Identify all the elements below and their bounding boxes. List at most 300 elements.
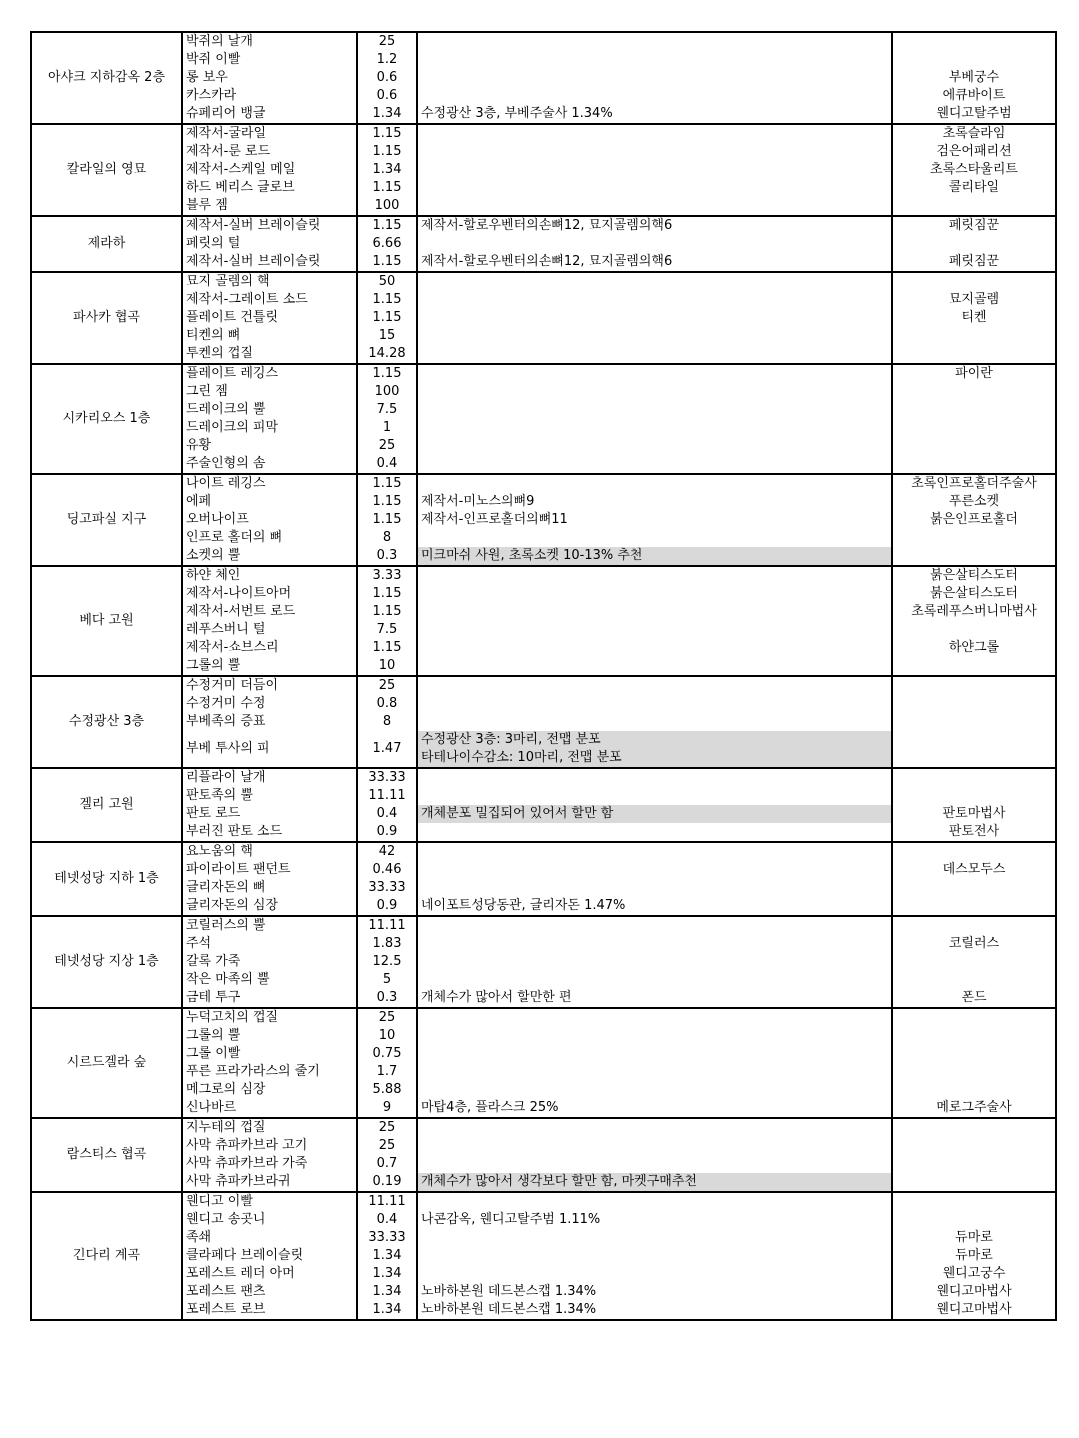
rate-cell: 42 xyxy=(357,842,417,861)
note-cell xyxy=(417,419,892,437)
table-row xyxy=(31,1247,1056,1265)
table-row xyxy=(31,309,1056,327)
monster-cell xyxy=(892,657,1056,676)
rate-cell: 25 xyxy=(357,676,417,695)
table-row xyxy=(31,437,1056,455)
rate-cell: 1.2 xyxy=(357,51,417,69)
monster-cell xyxy=(892,1045,1056,1063)
item-cell: 누덕고치의 껍질 xyxy=(182,1008,357,1027)
note-cell xyxy=(417,1008,892,1027)
monster-cell xyxy=(892,916,1056,935)
note-cell xyxy=(417,364,892,383)
monster-cell: 묘지골렘 xyxy=(892,291,1056,309)
item-cell: 주술인형의 솜 xyxy=(182,455,357,474)
note-cell: 수정광산 3층, 부베주술사 1.34% xyxy=(417,105,892,124)
note-cell xyxy=(417,197,892,216)
note-cell xyxy=(417,585,892,603)
region-cell: 테넷성당 지하 1층 xyxy=(31,842,182,916)
rate-cell: 8 xyxy=(357,713,417,731)
note-cell xyxy=(417,639,892,657)
monster-cell: 웬디고궁수 xyxy=(892,1265,1056,1283)
item-cell: 웬디고 이빨 xyxy=(182,1192,357,1211)
table-row xyxy=(31,935,1056,953)
item-cell: 페릿의 털 xyxy=(182,235,357,253)
rate-cell: 3.33 xyxy=(357,566,417,585)
table-row xyxy=(31,364,1056,383)
monster-cell xyxy=(892,731,1056,768)
monster-cell: 듀마로 xyxy=(892,1247,1056,1265)
monster-cell xyxy=(892,345,1056,364)
item-cell: 드레이크의 피막 xyxy=(182,419,357,437)
note-cell xyxy=(417,32,892,51)
table-row xyxy=(31,235,1056,253)
item-cell: 메그로의 심장 xyxy=(182,1081,357,1099)
item-cell: 제작서-실버 브레이슬릿 xyxy=(182,253,357,272)
monster-cell: 데스모두스 xyxy=(892,861,1056,879)
item-cell: 요노움의 핵 xyxy=(182,842,357,861)
item-cell: 부베족의 증표 xyxy=(182,713,357,731)
monster-cell: 메로그주술사 xyxy=(892,1099,1056,1118)
item-cell: 포레스트 레더 아머 xyxy=(182,1265,357,1283)
monster-cell xyxy=(892,713,1056,731)
rate-cell: 1.15 xyxy=(357,639,417,657)
monster-cell xyxy=(892,1173,1056,1192)
table-row xyxy=(31,695,1056,713)
note-cell: 제작서-할로우벤터의손뼈12, 묘지골렘의핵6 xyxy=(417,253,892,272)
note-cell xyxy=(417,768,892,787)
item-cell: 그롤의 뿔 xyxy=(182,657,357,676)
monster-cell xyxy=(892,1027,1056,1045)
note-cell xyxy=(417,566,892,585)
table-row xyxy=(31,566,1056,585)
rate-cell: 1.15 xyxy=(357,364,417,383)
table-row xyxy=(31,989,1056,1008)
item-cell: 포레스트 로브 xyxy=(182,1301,357,1320)
table-row xyxy=(31,455,1056,474)
rate-cell: 1.15 xyxy=(357,179,417,197)
note-cell xyxy=(417,695,892,713)
note-cell xyxy=(417,87,892,105)
monster-cell: 페릿짐꾼 xyxy=(892,253,1056,272)
item-cell: 주석 xyxy=(182,935,357,953)
table-row xyxy=(31,603,1056,621)
item-cell: 금테 투구 xyxy=(182,989,357,1008)
item-cell: 클라페다 브레이슬릿 xyxy=(182,1247,357,1265)
note-cell xyxy=(417,124,892,143)
monster-cell: 페릿짐꾼 xyxy=(892,216,1056,235)
monster-cell: 푸른소켓 xyxy=(892,493,1056,511)
table-row xyxy=(31,916,1056,935)
item-cell: 카스카라 xyxy=(182,87,357,105)
table-row xyxy=(31,272,1056,291)
rate-cell: 1.15 xyxy=(357,291,417,309)
table-row xyxy=(31,253,1056,272)
monster-cell: 콜리타일 xyxy=(892,179,1056,197)
note-cell xyxy=(417,235,892,253)
item-cell: 제작서-서번트 로드 xyxy=(182,603,357,621)
table-row xyxy=(31,474,1056,493)
table-row xyxy=(31,1192,1056,1211)
table-row xyxy=(31,87,1056,105)
rate-cell: 1.83 xyxy=(357,935,417,953)
item-cell: 인프로 홀더의 뼈 xyxy=(182,529,357,547)
table-row xyxy=(31,1265,1056,1283)
rate-cell: 1.34 xyxy=(357,105,417,124)
item-cell: 묘지 골렘의 핵 xyxy=(182,272,357,291)
note-cell xyxy=(417,657,892,676)
table-row xyxy=(31,971,1056,989)
table-row xyxy=(31,1155,1056,1173)
table-row xyxy=(31,787,1056,805)
note-cell xyxy=(417,879,892,897)
item-cell: 슈페리어 뱅글 xyxy=(182,105,357,124)
table-row xyxy=(31,1099,1056,1118)
monster-cell xyxy=(892,676,1056,695)
rate-cell: 1.15 xyxy=(357,585,417,603)
monster-cell xyxy=(892,897,1056,916)
note-cell xyxy=(417,1063,892,1081)
table-row xyxy=(31,511,1056,529)
rate-cell: 1.15 xyxy=(357,474,417,493)
note-cell: 개체수가 많아서 할만한 편 xyxy=(417,989,892,1008)
rate-cell: 1.15 xyxy=(357,216,417,235)
item-cell: 오버나이프 xyxy=(182,511,357,529)
monster-cell xyxy=(892,32,1056,51)
rate-cell: 0.46 xyxy=(357,861,417,879)
rate-cell: 0.6 xyxy=(357,69,417,87)
rate-cell: 33.33 xyxy=(357,768,417,787)
rate-cell: 1.15 xyxy=(357,143,417,161)
rate-cell: 6.66 xyxy=(357,235,417,253)
monster-cell xyxy=(892,879,1056,897)
rate-cell: 5.88 xyxy=(357,1081,417,1099)
monster-cell xyxy=(892,401,1056,419)
item-cell: 하얀 체인 xyxy=(182,566,357,585)
rate-cell: 50 xyxy=(357,272,417,291)
item-cell: 수정거미 더듬이 xyxy=(182,676,357,695)
rate-cell: 0.9 xyxy=(357,897,417,916)
note-cell: 미크마쉬 사원, 초록소켓 10-13% 추천 xyxy=(417,547,892,566)
monster-cell: 웬디고탈주범 xyxy=(892,105,1056,124)
note-cell xyxy=(417,309,892,327)
rate-cell: 0.19 xyxy=(357,1173,417,1192)
item-cell: 에페 xyxy=(182,493,357,511)
table-row xyxy=(31,1045,1056,1063)
monster-cell: 판토마법사 xyxy=(892,805,1056,823)
table-row xyxy=(31,805,1056,823)
table-row xyxy=(31,1027,1056,1045)
monster-cell xyxy=(892,1155,1056,1173)
monster-cell: 폰드 xyxy=(892,989,1056,1008)
region-cell: 시카리오스 1층 xyxy=(31,364,182,474)
monster-cell: 에큐바이트 xyxy=(892,87,1056,105)
note-cell xyxy=(417,437,892,455)
note-cell xyxy=(417,327,892,345)
monster-cell: 붉은살티스도터 xyxy=(892,585,1056,603)
table-row xyxy=(31,383,1056,401)
rate-cell: 0.3 xyxy=(357,989,417,1008)
monster-cell xyxy=(892,971,1056,989)
item-cell: 하드 베리스 글로브 xyxy=(182,179,357,197)
rate-cell: 11.11 xyxy=(357,787,417,805)
monster-cell xyxy=(892,842,1056,861)
region-cell: 베다 고원 xyxy=(31,566,182,676)
rate-cell: 8 xyxy=(357,529,417,547)
rate-cell: 1.15 xyxy=(357,253,417,272)
monster-cell xyxy=(892,529,1056,547)
note-cell xyxy=(417,383,892,401)
monster-cell xyxy=(892,272,1056,291)
note-cell xyxy=(417,1192,892,1211)
monster-cell: 초록인프로홀더주술사 xyxy=(892,474,1056,493)
item-cell: 나이트 레깅스 xyxy=(182,474,357,493)
note-cell: 개체수가 많아서 생각보다 할만 함, 마켓구매추천 xyxy=(417,1173,892,1192)
rate-cell: 10 xyxy=(357,657,417,676)
note-cell xyxy=(417,401,892,419)
rate-cell: 7.5 xyxy=(357,621,417,639)
note-cell xyxy=(417,291,892,309)
table-row xyxy=(31,1137,1056,1155)
rate-cell: 1.34 xyxy=(357,161,417,179)
rate-cell: 25 xyxy=(357,437,417,455)
item-cell: 사막 츄파카브라 고기 xyxy=(182,1137,357,1155)
region-cell: 칼라일의 영묘 xyxy=(31,124,182,216)
rate-cell: 33.33 xyxy=(357,1229,417,1247)
note-cell xyxy=(417,1229,892,1247)
region-cell: 테넷성당 지상 1층 xyxy=(31,916,182,1008)
region-cell: 시르드겔라 숲 xyxy=(31,1008,182,1118)
rate-cell: 1.15 xyxy=(357,493,417,511)
monster-cell xyxy=(892,383,1056,401)
monster-cell xyxy=(892,197,1056,216)
item-cell: 레푸스버니 털 xyxy=(182,621,357,639)
note-cell: 나콘감옥, 웬디고탈주범 1.11% xyxy=(417,1211,892,1229)
drop-table xyxy=(30,31,1057,1321)
rate-cell: 0.4 xyxy=(357,455,417,474)
note-cell xyxy=(417,1247,892,1265)
note-cell xyxy=(417,272,892,291)
item-cell: 제작서-쇼브스리 xyxy=(182,639,357,657)
note-cell xyxy=(417,51,892,69)
note-cell: 제작서-할로우벤터의손뼈12, 묘지골렘의핵6 xyxy=(417,216,892,235)
rate-cell: 1.34 xyxy=(357,1283,417,1301)
rate-cell: 11.11 xyxy=(357,916,417,935)
table-row xyxy=(31,161,1056,179)
monster-cell: 초록슬라임 xyxy=(892,124,1056,143)
region-cell: 제라하 xyxy=(31,216,182,272)
item-cell: 그린 젬 xyxy=(182,383,357,401)
table-row xyxy=(31,1063,1056,1081)
note-cell xyxy=(417,455,892,474)
table-row xyxy=(31,639,1056,657)
table-row xyxy=(31,731,1056,768)
note-cell: 제작서-인프로홀더의뼈11 xyxy=(417,511,892,529)
rate-cell: 1 xyxy=(357,419,417,437)
monster-cell xyxy=(892,787,1056,805)
item-cell: 작은 마족의 뿔 xyxy=(182,971,357,989)
monster-cell xyxy=(892,1081,1056,1099)
item-cell: 판토족의 뿔 xyxy=(182,787,357,805)
table-row xyxy=(31,1283,1056,1301)
note-cell xyxy=(417,842,892,861)
note-cell xyxy=(417,621,892,639)
note-cell: 개체분포 밀집되어 있어서 할만 함 xyxy=(417,805,892,823)
monster-cell xyxy=(892,695,1056,713)
note-cell xyxy=(417,345,892,364)
table-row xyxy=(31,345,1056,364)
region-cell: 겔리 고원 xyxy=(31,768,182,842)
table-row xyxy=(31,897,1056,916)
item-cell: 수정거미 수정 xyxy=(182,695,357,713)
item-cell: 박쥐 이빨 xyxy=(182,51,357,69)
rate-cell: 15 xyxy=(357,327,417,345)
item-cell: 그롤 이빨 xyxy=(182,1045,357,1063)
item-cell: 제작서-스케일 메일 xyxy=(182,161,357,179)
table-row xyxy=(31,585,1056,603)
monster-cell xyxy=(892,1211,1056,1229)
monster-cell xyxy=(892,1192,1056,1211)
item-cell: 제작서-실버 브레이슬릿 xyxy=(182,216,357,235)
item-cell: 지누테의 껍질 xyxy=(182,1118,357,1137)
note-cell xyxy=(417,69,892,87)
rate-cell: 1.15 xyxy=(357,309,417,327)
table-row xyxy=(31,953,1056,971)
region-cell: 수정광산 3층 xyxy=(31,676,182,768)
monster-cell: 판토전사 xyxy=(892,823,1056,842)
note-cell xyxy=(417,1155,892,1173)
table-row xyxy=(31,1173,1056,1192)
item-cell: 부러진 판토 소드 xyxy=(182,823,357,842)
rate-cell: 33.33 xyxy=(357,879,417,897)
rate-cell: 14.28 xyxy=(357,345,417,364)
note-cell xyxy=(417,731,892,768)
table-row xyxy=(31,547,1056,566)
note-cell xyxy=(417,179,892,197)
table-row xyxy=(31,179,1056,197)
item-cell: 글리자돈의 뼈 xyxy=(182,879,357,897)
rate-cell: 10 xyxy=(357,1027,417,1045)
note-cell xyxy=(417,916,892,935)
note-cell: 노바하본원 데드본스캡 1.34% xyxy=(417,1283,892,1301)
table-row xyxy=(31,124,1056,143)
note-cell: 마탑4층, 플라스크 25% xyxy=(417,1099,892,1118)
item-cell: 포레스트 팬츠 xyxy=(182,1283,357,1301)
item-cell: 유황 xyxy=(182,437,357,455)
note-cell: 네이포트성당동관, 글리자돈 1.47% xyxy=(417,897,892,916)
monster-cell xyxy=(892,419,1056,437)
rate-cell: 7.5 xyxy=(357,401,417,419)
item-cell: 제작서-그레이트 소드 xyxy=(182,291,357,309)
rate-cell: 0.6 xyxy=(357,87,417,105)
region-cell: 파사카 협곡 xyxy=(31,272,182,364)
monster-cell: 티켄 xyxy=(892,309,1056,327)
note-cell xyxy=(417,1137,892,1155)
note-cell xyxy=(417,971,892,989)
note-cell xyxy=(417,529,892,547)
rate-cell: 0.75 xyxy=(357,1045,417,1063)
item-cell: 판토 로드 xyxy=(182,805,357,823)
monster-cell: 초록레푸스버니마법사 xyxy=(892,603,1056,621)
monster-cell: 붉은살티스도터 xyxy=(892,566,1056,585)
item-cell: 파이라이트 팬던트 xyxy=(182,861,357,879)
item-cell: 그롤의 뿔 xyxy=(182,1027,357,1045)
monster-cell xyxy=(892,1008,1056,1027)
item-cell: 투켄의 껍질 xyxy=(182,345,357,364)
note-cell xyxy=(417,143,892,161)
note-cell xyxy=(417,474,892,493)
item-cell: 부베 투사의 피 xyxy=(182,731,357,768)
table-row xyxy=(31,493,1056,511)
rate-cell: 0.9 xyxy=(357,823,417,842)
item-cell: 족쇄 xyxy=(182,1229,357,1247)
monster-cell xyxy=(892,327,1056,345)
item-cell: 푸른 프라가라스의 줄기 xyxy=(182,1063,357,1081)
item-cell: 블루 젬 xyxy=(182,197,357,216)
table-row xyxy=(31,1081,1056,1099)
monster-cell xyxy=(892,235,1056,253)
rate-cell: 1.15 xyxy=(357,124,417,143)
rate-cell: 12.5 xyxy=(357,953,417,971)
table-row xyxy=(31,401,1056,419)
drop-table-body xyxy=(31,32,1056,1320)
table-row xyxy=(31,879,1056,897)
monster-cell xyxy=(892,1137,1056,1155)
rate-cell: 1.34 xyxy=(357,1247,417,1265)
monster-cell xyxy=(892,621,1056,639)
table-row xyxy=(31,197,1056,216)
note-cell xyxy=(417,1027,892,1045)
monster-cell: 초록스타울리트 xyxy=(892,161,1056,179)
table-row xyxy=(31,823,1056,842)
item-cell: 신나바르 xyxy=(182,1099,357,1118)
table-row xyxy=(31,713,1056,731)
rate-cell: 25 xyxy=(357,32,417,51)
note-cell xyxy=(417,1118,892,1137)
rate-cell: 0.8 xyxy=(357,695,417,713)
item-cell: 사막 츄파카브라귀 xyxy=(182,1173,357,1192)
rate-cell: 1.34 xyxy=(357,1265,417,1283)
monster-cell xyxy=(892,953,1056,971)
table-row xyxy=(31,291,1056,309)
monster-cell xyxy=(892,1118,1056,1137)
table-row xyxy=(31,1229,1056,1247)
monster-cell: 검은어패리션 xyxy=(892,143,1056,161)
item-cell: 웬디고 송곳니 xyxy=(182,1211,357,1229)
item-cell: 플레이트 건틀릿 xyxy=(182,309,357,327)
monster-cell: 붉은인프로홀더 xyxy=(892,511,1056,529)
item-cell: 티켄의 뼈 xyxy=(182,327,357,345)
table-row xyxy=(31,1008,1056,1027)
note-cell xyxy=(417,823,892,842)
rate-cell: 1.7 xyxy=(357,1063,417,1081)
monster-cell xyxy=(892,51,1056,69)
note-line: 수정광산 3층: 3마리, 전맵 분포 xyxy=(421,732,601,747)
region-cell: 딩고파실 지구 xyxy=(31,474,182,566)
table-row xyxy=(31,1118,1056,1137)
rate-cell: 0.4 xyxy=(357,1211,417,1229)
note-cell xyxy=(417,953,892,971)
rate-cell: 11.11 xyxy=(357,1192,417,1211)
note-cell xyxy=(417,713,892,731)
item-cell: 제작서-나이트아머 xyxy=(182,585,357,603)
rate-cell: 1.15 xyxy=(357,511,417,529)
table-row xyxy=(31,69,1056,87)
table-row xyxy=(31,621,1056,639)
table-row xyxy=(31,51,1056,69)
monster-cell xyxy=(892,547,1056,566)
region-cell: 긴다리 계곡 xyxy=(31,1192,182,1320)
note-cell xyxy=(417,676,892,695)
